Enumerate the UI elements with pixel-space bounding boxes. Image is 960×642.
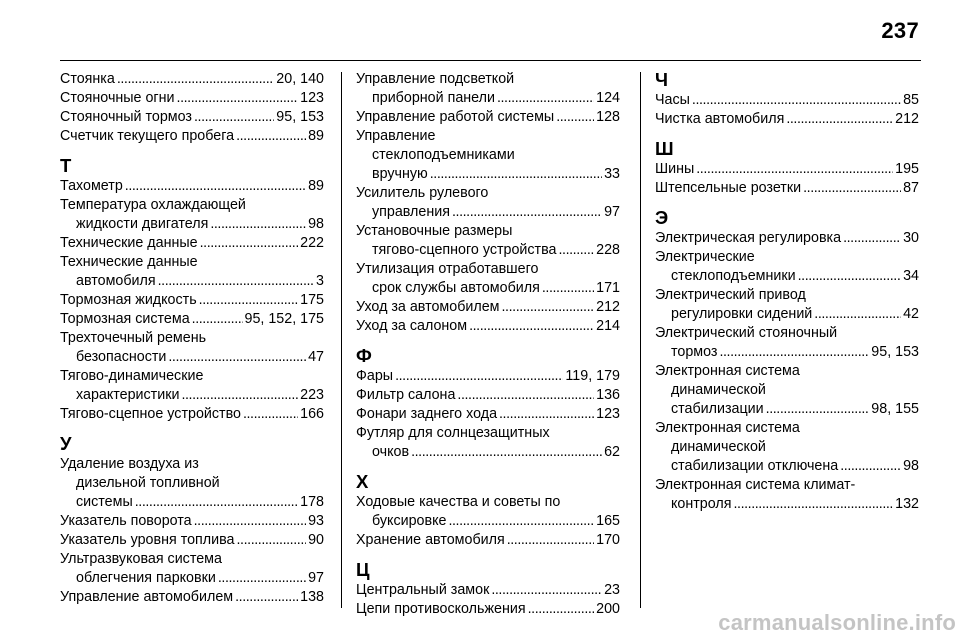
entry-text: облегчения парковки [76,570,216,586]
index-entry [356,600,620,619]
entry-text: Электронная система [655,420,800,436]
dot-leader [840,457,901,476]
index-entry [60,196,324,234]
index-section [356,70,620,336]
entry-page-numbers: 98 [903,458,919,474]
entry-text: Шины [655,161,695,177]
entry-text: Тормозная жидкость [60,292,197,308]
dot-leader [469,317,594,336]
entry-text: стеклоподъемники [671,268,796,284]
dot-leader [181,386,298,405]
entry-page-numbers: 170 [596,532,620,548]
index-entry [60,329,324,367]
entry-page-numbers: 166 [300,406,324,422]
entry-page-numbers: 212 [596,299,620,315]
entry-page-numbers: 34 [903,268,919,284]
index-entry [655,110,919,129]
index-section [655,70,919,129]
section-letter: Х [356,471,369,492]
dot-leader [117,70,274,89]
dot-leader [199,291,298,310]
index-entry [655,179,919,198]
dot-leader [528,600,595,619]
index-entry [60,234,324,253]
entry-text: Ультразвуковая система [60,551,222,567]
entry-text: Указатель поворота [60,513,192,529]
index-entry [356,260,620,298]
entry-page-numbers: 47 [308,349,324,365]
entry-page-numbers: 95, 153 [276,109,324,125]
dot-leader [243,405,298,424]
dot-leader [803,179,901,198]
entry-text: Тягово-динамические [60,368,204,384]
entry-text: очков [372,444,410,460]
entry-text: Тягово-сцепное устройство [60,406,241,422]
entry-page-numbers: 90 [308,532,324,548]
dot-leader [135,493,298,512]
entry-page-numbers: 89 [308,128,324,144]
dot-leader [692,91,901,110]
index-column-1 [60,70,324,607]
index-entry [60,367,324,405]
dot-leader [798,267,901,286]
dot-leader [542,279,594,298]
entry-text: Цепи противоскольжения [356,601,526,617]
column-divider [341,72,342,608]
dot-leader [786,110,893,129]
section-letter: Ц [356,559,370,580]
entry-page-numbers: 20, 140 [276,71,324,87]
entry-text: Центральный замок [356,582,490,598]
index-entry [60,291,324,310]
index-section [655,208,919,514]
entry-page-numbers: 222 [300,235,324,251]
entry-page-numbers: 97 [308,570,324,586]
entry-page-numbers: 98 [308,216,324,232]
entry-text: Управление работой системы [356,109,555,125]
dot-leader [558,241,594,260]
entry-text: вручную [372,166,428,182]
section-letter: Ш [655,138,674,159]
entry-text: Электрический стояночный [655,325,838,341]
index-entry [356,367,620,386]
index-entry [356,405,620,424]
index-entry [60,531,324,550]
index-entry [60,108,324,127]
entry-text: Электронная система климат- [655,477,856,493]
entry-text: Технические данные [60,235,198,251]
dot-leader [497,89,594,108]
index-entry [60,405,324,424]
entry-text: приборной панели [372,90,495,106]
entry-page-numbers: 30 [903,230,919,246]
index-entry [655,160,919,179]
section-letter: Ф [356,345,372,366]
entry-text: Указатель уровня топлива [60,532,235,548]
index-entry [655,476,919,514]
entry-text: контроля [671,496,732,512]
index-entry [356,184,620,222]
entry-page-numbers: 89 [308,178,324,194]
entry-page-numbers: 165 [596,513,620,529]
dot-leader [457,386,594,405]
entry-text: Электрические [655,249,755,265]
entry-text: Фильтр салона [356,387,456,403]
entry-page-numbers: 228 [596,242,620,258]
dot-leader [192,310,243,329]
index-entry [60,127,324,146]
index-entry [60,588,324,607]
entry-text: Стоянка [60,71,115,87]
index-entry [60,455,324,512]
entry-page-numbers: 223 [300,387,324,403]
entry-text: Утилизация отработавшего [356,261,539,277]
entry-text: автомобиля [76,273,156,289]
entry-text: Фонари заднего хода [356,406,498,422]
dot-leader [448,512,594,531]
entry-text: Усилитель рулевого [356,185,489,201]
entry-text: Уход за салоном [356,318,468,334]
entry-page-numbers: 97 [604,204,620,220]
dot-leader [125,177,306,196]
dot-leader [499,405,594,424]
index-entry [356,493,620,531]
entry-text: Футляр для солнцезащитных [356,425,550,441]
entry-page-numbers: 33 [604,166,620,182]
dot-leader [814,305,901,324]
entry-page-numbers: 124 [596,90,620,106]
entry-text: динамической [671,439,766,455]
dot-leader [194,512,306,531]
entry-text: Стояночный тормоз [60,109,192,125]
section-letter: Ч [655,69,668,90]
index-section [356,346,620,462]
entry-page-numbers: 123 [300,90,324,106]
entry-text: Управление [356,128,436,144]
index-column-3 [655,70,919,514]
dot-leader [719,343,869,362]
dot-leader [502,298,595,317]
dot-leader [158,272,314,291]
entry-page-numbers: 212 [895,111,919,127]
dot-leader [556,108,594,127]
entry-page-numbers: 138 [300,589,324,605]
index-entry [60,70,324,89]
entry-page-numbers: 214 [596,318,620,334]
index-entry [60,550,324,588]
dot-leader [236,127,306,146]
entry-text: Часы [655,92,690,108]
dot-leader [507,531,594,550]
index-entry [655,248,919,286]
dot-leader [491,581,602,600]
dot-leader [733,495,893,514]
index-entry [356,581,620,600]
entry-text: Электронная система [655,363,800,379]
entry-page-numbers: 93 [308,513,324,529]
dot-leader [411,443,602,462]
entry-page-numbers: 3 [316,273,324,289]
entry-page-numbers: 87 [903,180,919,196]
entry-page-numbers: 62 [604,444,620,460]
index-section [60,156,324,424]
index-entry [655,419,919,476]
index-entry [356,317,620,336]
dot-leader [177,89,299,108]
entry-text: Тахометр [60,178,123,194]
entry-text: системы [76,494,133,510]
entry-text: дизельной топливной [76,475,220,491]
dot-leader [395,367,563,386]
entry-text: Управление автомобилем [60,589,234,605]
entry-page-numbers: 132 [895,496,919,512]
dot-leader [430,165,602,184]
entry-text: стабилизации [671,401,764,417]
index-column-2 [356,70,620,619]
entry-text: Удаление воздуха из [60,456,199,472]
index-entry [356,386,620,405]
section-letter: Э [655,207,669,228]
entry-page-numbers: 195 [895,161,919,177]
entry-text: Трехточечный ремень [60,330,207,346]
dot-leader [452,203,602,222]
entry-text: Электрическая регулировка [655,230,842,246]
entry-text: Счетчик текущего пробега [60,128,235,144]
entry-page-numbers: 128 [596,109,620,125]
entry-page-numbers: 119, 179 [565,368,620,384]
dot-leader [235,588,298,607]
index-entry [356,127,620,184]
entry-text: стеклоподъемниками [372,147,515,163]
section-letter: У [60,433,72,454]
entry-page-numbers: 136 [596,387,620,403]
entry-page-numbers: 171 [596,280,620,296]
index-entry [60,89,324,108]
entry-page-numbers: 95, 152, 175 [244,311,324,327]
entry-page-numbers: 23 [604,582,620,598]
index-section [60,70,324,146]
index-entry [356,531,620,550]
entry-text: Тормозная система [60,311,190,327]
entry-text: характеристики [76,387,180,403]
entry-text: динамической [671,382,766,398]
index-entry [356,108,620,127]
entry-page-numbers: 85 [903,92,919,108]
dot-leader [200,234,299,253]
entry-page-numbers: 178 [300,494,324,510]
entry-page-numbers: 98, 155 [871,401,919,417]
section-letter: Т [60,155,72,176]
index-entry [655,286,919,324]
index-section [356,472,620,550]
index-entry [60,310,324,329]
entry-text: буксировке [372,513,447,529]
column-divider [640,72,641,608]
index-entry [655,91,919,110]
entry-text: Штепсельные розетки [655,180,802,196]
entry-text: регулировки сидений [671,306,813,322]
entry-text: Температура охлаждающей [60,197,246,213]
index-entry [356,298,620,317]
entry-text: жидкости двигателя [76,216,209,232]
dot-leader [218,569,306,588]
dot-leader [237,531,307,550]
entry-text: Хранение автомобиля [356,532,505,548]
index-entry [356,70,620,108]
entry-page-numbers: 42 [903,306,919,322]
watermark: carmanualsonline.info [718,610,956,635]
index-entry [356,222,620,260]
entry-text: Установочные размеры [356,223,513,239]
entry-text: Фары [356,368,394,384]
entry-text: Стояночные огни [60,90,175,106]
entry-page-numbers: 95, 153 [871,344,919,360]
entry-text: Электрический привод [655,287,806,303]
entry-text: управления [372,204,450,220]
entry-text: Управление подсветкой [356,71,515,87]
index-entry [60,512,324,531]
entry-text: Чистка автомобиля [655,111,785,127]
header-rule [60,60,921,61]
index-entry [655,362,919,419]
entry-text: стабилизации отключена [671,458,839,474]
dot-leader [766,400,870,419]
index-section [60,434,324,607]
entry-text: Ходовые качества и советы по [356,494,561,510]
entry-text: Уход за автомобилем [356,299,500,315]
index-entry [356,424,620,462]
entry-page-numbers: 200 [596,601,620,617]
entry-text: Технические данные [60,254,198,270]
entry-text: тормоз [671,344,718,360]
index-entry [655,324,919,362]
index-entry [60,177,324,196]
dot-leader [210,215,306,234]
dot-leader [696,160,893,179]
entry-page-numbers: 123 [596,406,620,422]
page-number: 237 [881,18,919,43]
index-section [655,139,919,198]
index-entry [60,253,324,291]
dot-leader [194,108,274,127]
dot-leader [843,229,901,248]
entry-text: срок службы автомобиля [372,280,540,296]
index-section [356,560,620,619]
index-entry [655,229,919,248]
entry-text: тягово-сцепного устройства [372,242,557,258]
entry-page-numbers: 175 [300,292,324,308]
dot-leader [168,348,306,367]
entry-text: безопасности [76,349,167,365]
